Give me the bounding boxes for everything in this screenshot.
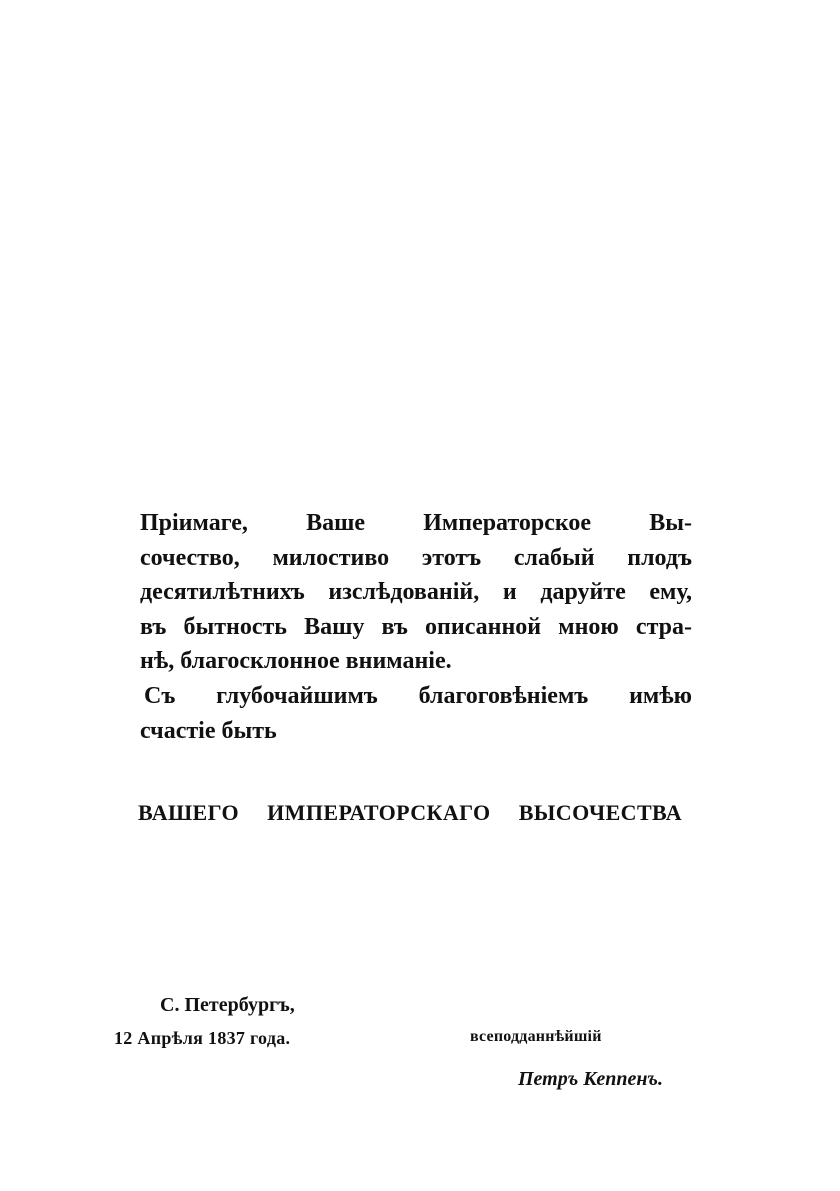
dedication-body xyxy=(140,506,692,748)
date-line: 12 Апрѣля 1837 года. xyxy=(114,1028,291,1048)
body-line-3: десятилѣтнихъ изслѣдованій, и даруйте ему, xyxy=(140,579,692,606)
body-line-7: счастіе быть xyxy=(140,717,277,744)
body-line-2: сочество, милостиво этотъ слабый плодъ xyxy=(140,544,692,571)
closing-line: всеподданнѣйшій xyxy=(470,1028,602,1045)
place-line: С. Петербургъ, xyxy=(160,994,295,1016)
dedication-heading: ВАШЕГО ИМПЕРАТОРСКАГО ВЫСОЧЕСТВА xyxy=(138,800,682,825)
body-line-4: въ бытность Вашу въ описанной мною стра- xyxy=(140,613,692,640)
body-line-5: нѣ, благосклонное вниманіе. xyxy=(140,648,452,675)
body-line-6: Съ глубочайшимъ благоговѣніемъ имѣю xyxy=(144,682,692,709)
body-line-1: Пріимаге, Ваше Императорское Вы- xyxy=(140,510,692,536)
signature: Петръ Кеппенъ. xyxy=(518,1068,663,1090)
